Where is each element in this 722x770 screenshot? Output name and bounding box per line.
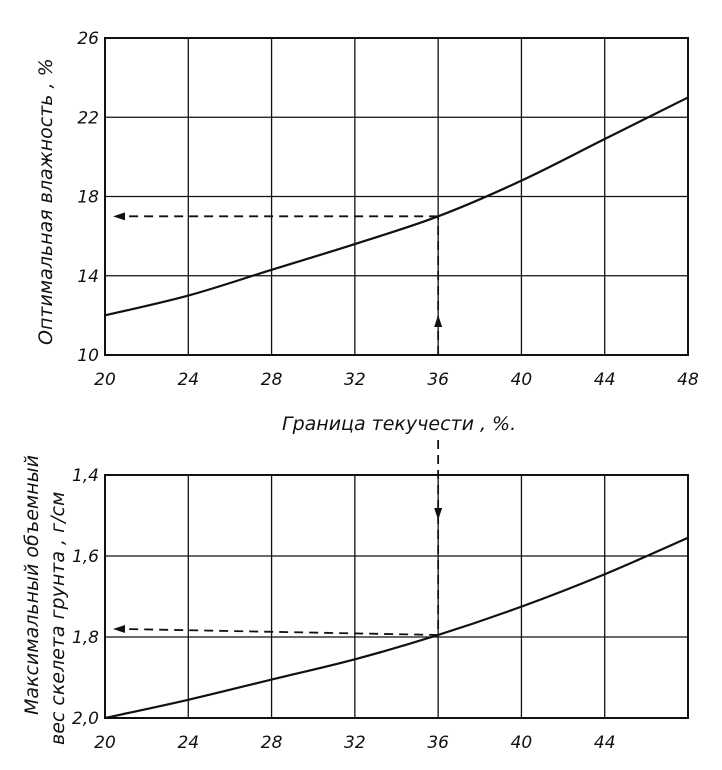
arrow-head-left-bottom <box>113 625 125 633</box>
top-y-axis-title: Оптимальная влажность , % <box>35 58 57 345</box>
top-chart <box>77 29 699 390</box>
x-tick-label: 32 <box>344 733 366 753</box>
x-tick-label: 48 <box>677 370 699 390</box>
arrow-head-down <box>434 508 442 520</box>
x-tick-label: 28 <box>260 370 283 390</box>
x-tick-label: 40 <box>510 733 533 753</box>
x-tick-label: 44 <box>593 733 616 753</box>
x-tick-label: 32 <box>344 370 366 390</box>
x-tick-label: 24 <box>177 733 200 753</box>
bottom-y-axis-title-line2: вес скелета грунта , г/см <box>47 491 69 745</box>
data-curve <box>105 538 688 718</box>
y-tick-label: 1,6 <box>71 547 99 567</box>
x-tick-label: 36 <box>427 733 449 753</box>
arrow-head-up <box>434 315 442 327</box>
data-curve <box>105 97 688 315</box>
y-tick-label: 26 <box>77 29 99 49</box>
y-tick-label: 18 <box>77 187 99 208</box>
x-tick-label: 28 <box>260 733 283 753</box>
arrow-head-left-top <box>113 212 125 220</box>
bottom-y-axis-title-line1: Максимальный объемный <box>21 455 43 715</box>
y-tick-label: 1,4 <box>71 466 99 486</box>
y-tick-label: 22 <box>77 108 99 129</box>
bottom-chart <box>72 466 688 753</box>
x-tick-label: 24 <box>177 370 200 390</box>
y-tick-label: 14 <box>77 266 99 287</box>
x-tick-label: 44 <box>593 370 616 390</box>
x-tick-label: 40 <box>510 370 533 390</box>
x-axis-title: Граница текучести , %. <box>282 413 517 435</box>
y-tick-label: 10 <box>77 346 99 366</box>
x-tick-label: 36 <box>427 370 449 390</box>
x-tick-label: 20 <box>94 733 116 753</box>
y-tick-label: 2,0 <box>71 709 99 729</box>
x-tick-label: 20 <box>94 370 116 390</box>
guide-horizontal-bottom <box>123 629 438 635</box>
plot-frame <box>105 475 688 718</box>
y-tick-label: 1,8 <box>71 628 99 648</box>
